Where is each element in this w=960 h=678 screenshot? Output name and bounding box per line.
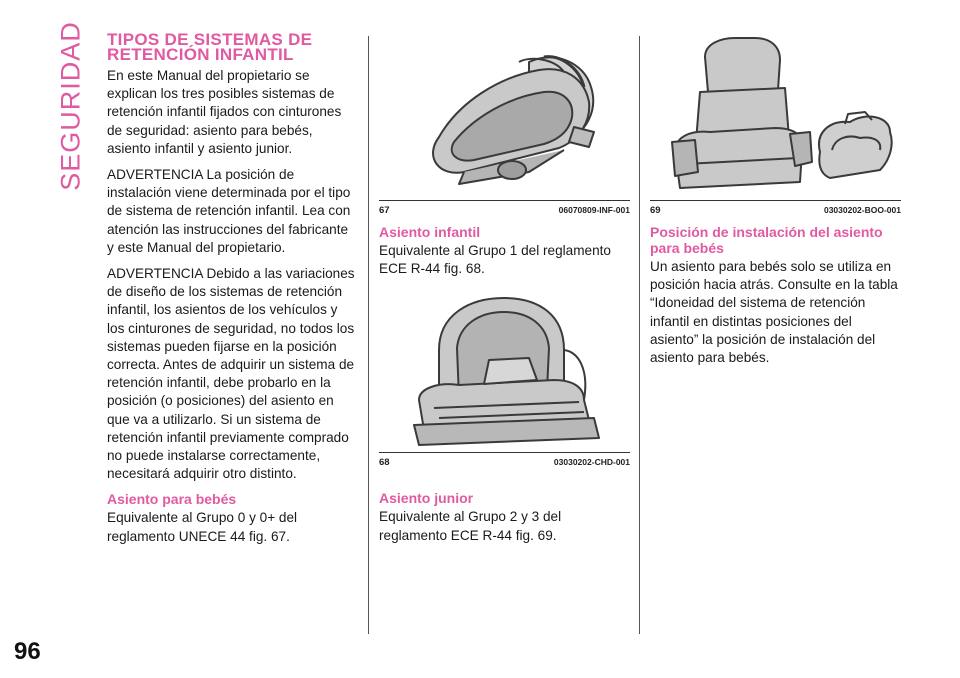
column-2	[379, 32, 630, 553]
figure-68-rule	[379, 452, 630, 453]
figure-67-code: 06070809-INF-001	[558, 205, 630, 215]
figure-67-caption	[379, 205, 630, 216]
intro-paragraph: En este Manual del propietario se explican los tres posibles sistemas de retención infantil fijados con cinturones de seguridad: asiento para bebés, asiento infantil y asiento junior.	[107, 68, 342, 156]
column-3	[650, 32, 901, 375]
figure-67	[379, 32, 630, 216]
section-text-child-seat: Equivalente al Grupo 1 del reglamento ECE R-44 fig. 68.	[379, 243, 611, 277]
figure-69-code: 03030202-BOO-001	[823, 205, 901, 215]
figure-69-number: 69	[650, 205, 661, 216]
junior-seat-illustration	[650, 32, 901, 200]
section-title-baby-seat: Asiento para bebés	[107, 491, 237, 508]
figure-67-number: 67	[379, 205, 390, 216]
warning-paragraph-1: ADVERTENCIA La posición de instalación viene determinada por el tipo de sistema de retención infantil. Lea con atención las instrucciones del fabricante y este Manual del propietario.	[107, 167, 351, 255]
figure-68	[379, 290, 630, 468]
section-text-junior-seat: Equivalente al Grupo 2 y 3 del reglamento ECE R-44 fig. 69.	[379, 509, 562, 543]
child-seat-illustration	[379, 290, 630, 452]
column-divider-2	[639, 36, 640, 634]
column-divider-1	[368, 36, 369, 634]
section-text-baby-seat: Equivalente al Grupo 0 y 0+ del reglamento UNECE 44 fig. 67.	[107, 510, 298, 544]
section-title-installation-position: Posición de instalación del asiento para bebés	[650, 224, 883, 256]
figure-68-number: 68	[379, 457, 390, 469]
page-title: TIPOS DE SISTEMAS DE RETENCIÓN INFANTIL	[107, 30, 313, 64]
section-side-label-text: SEGURIDAD	[55, 21, 86, 191]
column-1	[107, 32, 357, 554]
figure-69	[650, 32, 901, 216]
warning-paragraph-2: ADVERTENCIA Debido a las variaciones de diseño de los sistemas de retención infantil, los asientos de los vehículos y los cinturones de seguridad, no todos los sistemas pueden fijarse en la posición correcta. Antes de adquirir un sistema de retención infantil, debe probarlo en la posición (o posiciones) del asiento en que va a utilizarlo. Si un sistema de retención infantil previamente comprado no puede instalarse correctamente, necesitará adquirir otro distinto.	[107, 266, 355, 482]
section-title-child-seat: Asiento infantil	[379, 224, 481, 240]
section-side-label	[55, 21, 86, 191]
baby-seat-illustration	[379, 32, 630, 200]
figure-69-caption	[650, 205, 901, 216]
figure-67-rule	[379, 200, 630, 201]
figure-69-rule	[650, 200, 901, 201]
figure-68-code: 03030202-CHD-001	[553, 457, 630, 468]
figure-68-caption	[379, 457, 630, 468]
section-title-junior-seat: Asiento junior	[379, 490, 474, 507]
page-number: 96	[14, 638, 41, 665]
section-text-installation-position: Un asiento para bebés solo se utiliza en posición hacia atrás. Consulte en la tabla “Idoneidad del sistema de retención infantil en distintas posiciones del asiento” la posición de instalación del asiento para bebés.	[650, 259, 898, 366]
